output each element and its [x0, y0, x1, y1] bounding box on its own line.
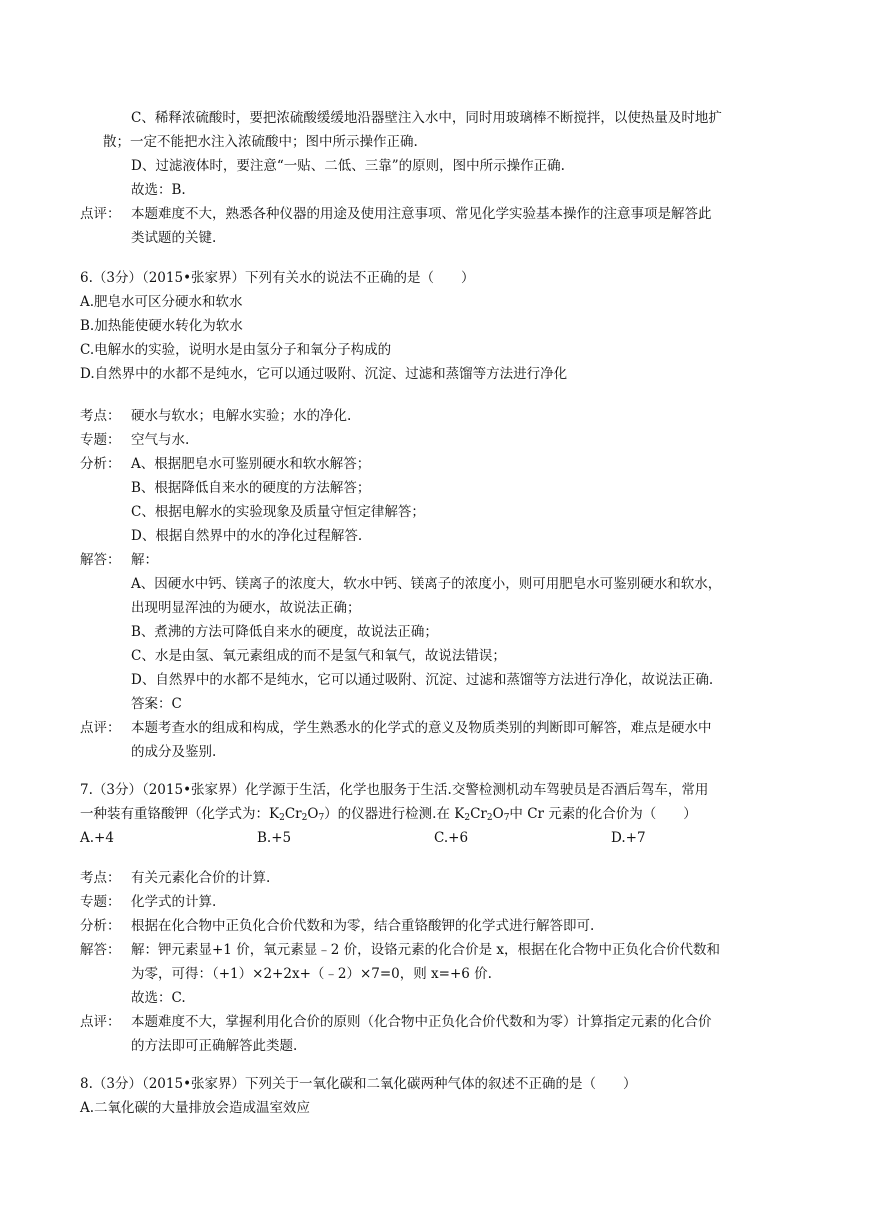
fenxi-text: 根据在化合物中正负化合价代数和为零，结合重铬酸钾的化学式进行解答即可. — [131, 918, 595, 934]
jieda-label: 解答： — [80, 942, 121, 958]
zhuanti-label: 专题： — [80, 894, 121, 910]
kaodian-text: 有关元素化合价的计算. — [131, 870, 271, 886]
fenxi-line: A、根据肥皂水可鉴别硬水和软水解答； — [131, 456, 371, 472]
jieda-line: 出现明显浑浊的为硬水，故说法正确； — [131, 600, 361, 616]
answer-line: 故选：B. — [131, 182, 186, 198]
analysis-line: C、稀释浓硫酸时，要把浓硫酸缓缓地沿器壁注入水中，同时用玻璃棒不断搅拌，以使热量及时地扩 — [131, 110, 722, 126]
comment-label: 点评： — [80, 206, 121, 222]
dianping-label: 点评： — [80, 1014, 121, 1030]
dianping-label: 点评： — [80, 720, 121, 736]
fenxi-line: C、根据电解水的实验现象及质量守恒定律解答； — [131, 504, 425, 520]
question-6-option-c: C.电解水的实验，说明水是由氢分子和氧分子构成的 — [80, 342, 392, 358]
comment-line: 类试题的关键. — [131, 230, 217, 246]
question-7-stem: 7.（3分）（2015•张家界）化学源于生活，化学也服务于生活.交警检测机动车驾驶员是否酒后驾车，常用 — [80, 782, 709, 798]
kaodian-text: 硬水与软水；电解水实验；水的净化. — [131, 408, 352, 424]
jieda-label: 解答： — [80, 552, 121, 568]
question-7-option-d: D.+7 — [611, 830, 646, 846]
jieda-answer: 故选：C. — [131, 990, 186, 1006]
kaodian-label: 考点： — [80, 408, 121, 424]
dianping-line: 的成分及鉴别. — [131, 744, 217, 760]
question-8-stem: 8.（3分）（2015•张家界）下列关于一氧化碳和二氧化碳两种气体的叙述不正确的是（ ） — [80, 1076, 637, 1092]
question-8-option-a: A.二氧化碳的大量排放会造成温室效应 — [80, 1100, 311, 1116]
question-6-option-a: A.肥皂水可区分硬水和软水 — [80, 294, 243, 310]
jieda-line: 为零，可得：（+1）×2+2x+（﹣2）×7=0，则 x=+6 价. — [131, 966, 492, 982]
question-6-option-b: B.加热能使硬水转化为软水 — [80, 318, 243, 334]
jieda-line: 解： — [131, 552, 158, 568]
dianping-line: 本题考查水的组成和构成，学生熟悉水的化学式的意义及物质类别的判断即可解答，难点是硬水中 — [131, 720, 712, 736]
comment-line: 本题难度不大，熟悉各种仪器的用途及使用注意事项、常见化学实验基本操作的注意事项是解答此 — [131, 206, 712, 222]
jieda-answer: 答案：C — [131, 696, 182, 712]
analysis-line: 散；一定不能把水注入浓硫酸中；图中所示操作正确. — [103, 134, 418, 150]
dianping-line: 本题难度不大，掌握利用化合价的原则（化合物中正负化合价代数和为零）计算指定元素的化合价 — [131, 1014, 712, 1030]
dianping-line: 的方法即可正确解答此类题. — [131, 1038, 298, 1054]
jieda-line: B、煮沸的方法可降低自来水的硬度，故说法正确； — [131, 624, 438, 640]
question-6-option-d: D.自然界中的水都不是纯水，它可以通过吸附、沉淀、过滤和蒸馏等方法进行净化 — [80, 366, 568, 382]
question-7-option-b: B.+5 — [257, 830, 292, 846]
zhuanti-text: 空气与水. — [131, 432, 190, 448]
question-6-stem: 6.（3分）（2015•张家界）下列有关水的说法不正确的是（ ） — [80, 270, 475, 286]
zhuanti-text: 化学式的计算. — [131, 894, 217, 910]
fenxi-label: 分析： — [80, 456, 121, 472]
question-7-option-a: A.+4 — [80, 830, 114, 846]
zhuanti-label: 专题： — [80, 432, 121, 448]
jieda-line: C、水是由氢、氧元素组成的而不是氢气和氧气，故说法错误； — [131, 648, 506, 664]
question-7-stem: 一种装有重铬酸钾（化学式为：$K_2Cr_2O_7$）的仪器进行检测.在 $K_2Cr_2O_7$中 Cr 元素的化合价为（ ） — [80, 806, 697, 823]
question-7-option-c: C.+6 — [434, 830, 469, 846]
jieda-line: 解：钾元素显+1 价，氧元素显﹣2 价，设铬元素的化合价是 x，根据在化合物中正负化合价代数和 — [131, 942, 720, 958]
analysis-line: D、过滤液体时，要注意“一贴、二低、三靠”的原则，图中所示操作正确. — [131, 158, 565, 174]
fenxi-line: D、根据自然界中的水的净化过程解答. — [131, 528, 363, 544]
jieda-line: A、因硬水中钙、镁离子的浓度大，软水中钙、镁离子的浓度小，则可用肥皂水可鉴别硬水和软水， — [131, 576, 722, 592]
fenxi-label: 分析： — [80, 918, 121, 934]
fenxi-line: B、根据降低自来水的硬度的方法解答； — [131, 480, 371, 496]
jieda-line: D、自然界中的水都不是纯水，它可以通过吸附、沉淀、过滤和蒸馏等方法进行净化，故说法正确. — [131, 672, 714, 688]
kaodian-label: 考点： — [80, 870, 121, 886]
